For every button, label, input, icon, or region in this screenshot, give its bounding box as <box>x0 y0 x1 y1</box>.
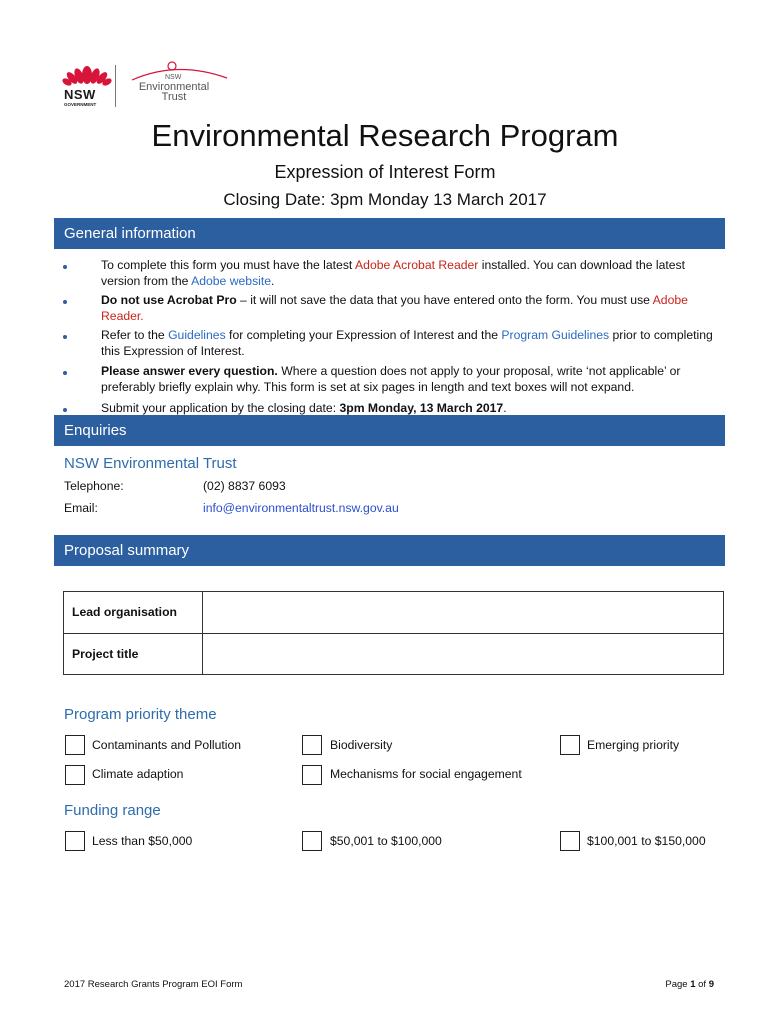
climate-adaption-label: Climate adaption <box>92 767 184 781</box>
funding-100k-150k-label: $100,001 to $150,000 <box>587 834 706 848</box>
contaminants-label: Contaminants and Pollution <box>92 738 242 752</box>
page-total: 9 <box>708 979 714 990</box>
nsw-logo-text: NSW <box>64 87 96 102</box>
general-information-band: General information <box>54 218 725 249</box>
bullet-icon <box>63 408 67 412</box>
enquiries-org-heading: NSW Environmental Trust <box>64 455 237 472</box>
bullet-icon <box>63 300 67 304</box>
funding-100k-150k-checkbox[interactable] <box>560 831 580 851</box>
social-engagement-checkbox[interactable] <box>302 765 322 785</box>
footer-page-number <box>665 979 714 990</box>
climate-adaption-checkbox[interactable] <box>65 765 85 785</box>
funding-range-heading: Funding range <box>64 802 161 819</box>
bullet-icon <box>63 371 67 375</box>
bullet-bold-text: Please answer every question. <box>101 364 278 378</box>
general-info-list <box>60 258 720 417</box>
bullet-icon <box>63 335 67 339</box>
closing-date: Closing Date: 3pm Monday 13 March 2017 <box>223 190 547 209</box>
trust-name-line2: Trust <box>161 91 187 103</box>
program-guidelines-link[interactable]: Program Guidelines <box>501 328 610 342</box>
bullet-text: To complete this form you must have the latest <box>101 258 356 272</box>
project-title-field[interactable] <box>203 634 723 675</box>
page-title: Environmental Research Program <box>151 118 619 153</box>
biodiversity-label: Biodiversity <box>330 738 393 752</box>
contaminants-checkbox[interactable] <box>65 735 85 755</box>
adobe-website-link[interactable]: Adobe website <box>191 273 272 288</box>
logo-divider <box>115 65 116 107</box>
logo-block <box>62 60 232 110</box>
proposal-summary-band: Proposal summary <box>54 535 725 566</box>
table-row <box>64 634 723 675</box>
biodiversity-checkbox[interactable] <box>302 735 322 755</box>
proposal-summary-table <box>63 591 724 675</box>
footer-form-name: 2017 Research Grants Program EOI Form <box>64 979 243 990</box>
bullet-text: for completing your Expression of Interest and the <box>225 328 502 342</box>
bullet-text: – it will not save the data that you have entered onto the form. You must use <box>236 293 653 307</box>
list-item <box>60 258 720 289</box>
bullet-text: Refer to the <box>101 328 169 342</box>
bullet-text: installed. You can download the latest version from the <box>101 258 686 288</box>
funding-under-50k-label: Less than $50,000 <box>92 834 193 848</box>
lead-organisation-label: Lead organisation <box>64 592 203 633</box>
trust-name-line1: Environmental <box>138 81 210 93</box>
page-prefix: Page <box>665 979 691 990</box>
nsw-government-text: GOVERNMENT <box>64 102 97 107</box>
bullet-bold-text: 3pm Monday, 13 March 2017 <box>339 401 504 415</box>
bullet-text: prior to completing this Expression of Interest. <box>101 328 713 358</box>
adobe-reader-link[interactable]: Adobe Reader. <box>101 293 688 323</box>
list-item <box>60 293 720 324</box>
trust-nsw-text: NSW <box>165 74 182 81</box>
telephone-label: Telephone: <box>64 479 124 493</box>
funding-50k-100k-checkbox[interactable] <box>302 831 322 851</box>
project-title-label: Project title <box>64 634 203 675</box>
bullet-text: Where a question does not apply to your proposal, write ‘not applicable’ or preferably briefly explain why. This form is set at six pages in length and text boxes will not expand. <box>101 364 681 394</box>
bullet-bold-text: Do not use Acrobat Pro <box>101 293 237 307</box>
telephone-value: (02) 8837 6093 <box>203 479 286 493</box>
bullet-text: . <box>503 401 507 415</box>
social-engagement-label: Mechanisms for social engagement <box>330 767 522 781</box>
adobe-acrobat-reader-link[interactable]: Adobe Acrobat Reader <box>355 258 479 272</box>
list-item <box>60 328 720 359</box>
lead-organisation-field[interactable] <box>203 592 723 633</box>
emerging-priority-label: Emerging priority <box>587 738 680 752</box>
page-subtitle: Expression of Interest Form <box>274 162 496 182</box>
bullet-text: . <box>271 273 275 288</box>
page-mid: of <box>695 979 709 990</box>
email-label: Email: <box>64 501 98 515</box>
bullet-text: Submit your application by the closing date: <box>101 401 340 415</box>
enquiries-band: Enquiries <box>54 415 725 446</box>
page-current: 1 <box>690 979 696 990</box>
priority-theme-heading: Program priority theme <box>64 706 217 723</box>
trust-name <box>134 82 214 102</box>
emerging-priority-checkbox[interactable] <box>560 735 580 755</box>
waratah-logo-icon <box>62 60 112 90</box>
funding-50k-100k-label: $50,001 to $100,000 <box>330 834 442 848</box>
bullet-icon <box>63 265 67 269</box>
funding-under-50k-checkbox[interactable] <box>65 831 85 851</box>
list-item <box>60 364 720 395</box>
table-row <box>64 592 723 634</box>
email-link[interactable]: info@environmentaltrust.nsw.gov.au <box>203 501 399 515</box>
guidelines-link[interactable]: Guidelines <box>168 328 226 342</box>
